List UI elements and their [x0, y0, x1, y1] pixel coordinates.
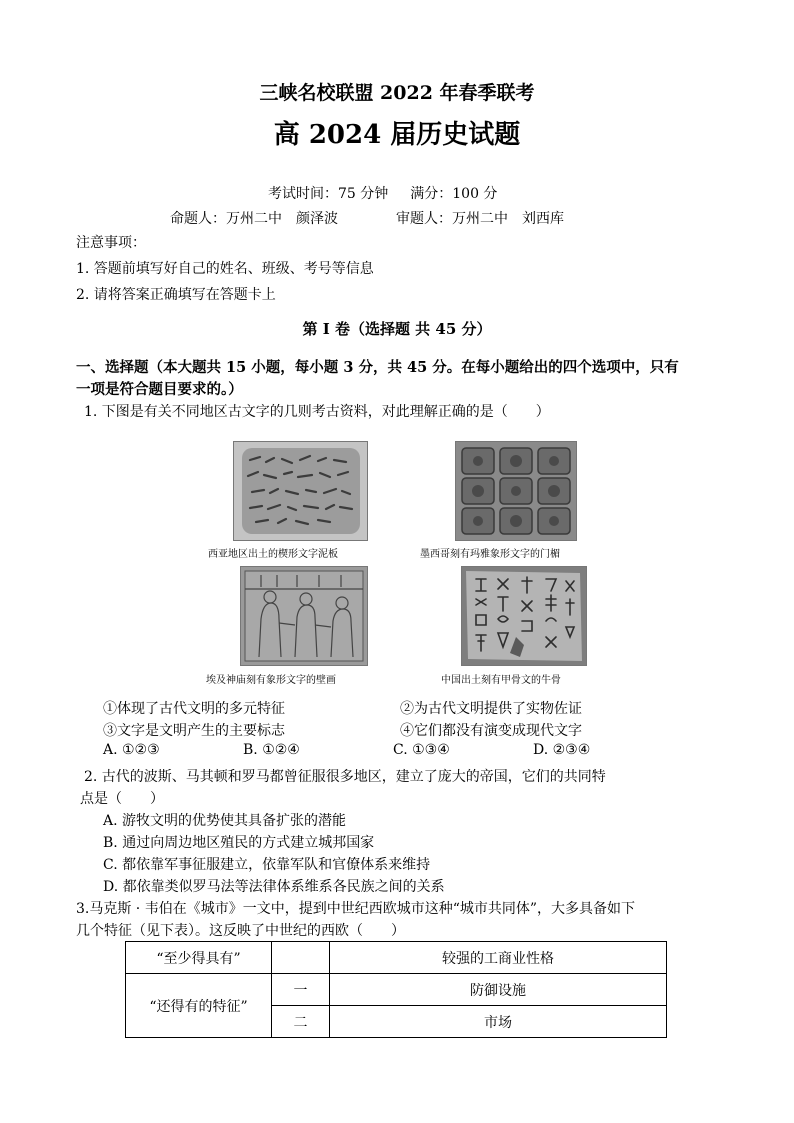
q1-choices — [103, 742, 590, 758]
table-row — [126, 942, 667, 974]
question-2-stem-cont: 点是（ ） — [80, 791, 164, 807]
figure-caption: 中国出土刻有甲骨文的牛骨 — [441, 675, 561, 686]
q1-statement-3: ③文字是文明产生的主要标志 — [103, 723, 285, 739]
table-cell: 防御设施 — [330, 974, 667, 1006]
reviewer: 审题人：万州二中 刘西库 — [396, 211, 564, 227]
notice-item: 2. 请将答案正确填写在答题卡上 — [76, 287, 276, 303]
setter: 命题人：万州二中 颜泽波 — [170, 211, 338, 227]
oracle-bone-photo — [461, 566, 587, 666]
table-cell: “至少得具有” — [126, 942, 272, 974]
q3-feature-table — [125, 941, 667, 1038]
q1-choice-b[interactable]: B. ①②④ — [243, 742, 300, 758]
table-cell: “还得有的特征” — [126, 974, 272, 1038]
q1-choice-c[interactable]: C. ①③④ — [393, 742, 450, 758]
question-2-stem: 2. 古代的波斯、马其顿和罗马都曾征服很多地区，建立了庞大的帝国，它们的共同特 — [84, 769, 606, 785]
part-instructions-cont: 一项是符合题目要求的。） — [76, 381, 243, 398]
notice-heading: 注意事项： — [76, 235, 146, 251]
q1-statement-1: ①体现了古代文明的多元特征 — [103, 701, 285, 717]
figure-caption: 墨西哥刻有玛雅象形文字的门楣 — [420, 549, 560, 560]
figure-caption: 埃及神庙刻有象形文字的壁画 — [206, 675, 336, 686]
section-title: 第 I 卷（选择题 共 45 分） — [302, 320, 492, 338]
q1-statement-4: ④它们都没有演变成现代文字 — [400, 723, 582, 739]
exam-subtitle: 高 2024 届历史试题 — [273, 120, 521, 150]
exam-title: 三峡名校联盟 2022 年春季联考 — [259, 82, 535, 104]
q2-option-c[interactable]: C. 都依靠军事征服建立，依靠军队和官僚体系来维持 — [103, 857, 431, 873]
clay-tablet-photo — [233, 441, 368, 541]
notice-item: 1. 答题前填写好自己的姓名、班级、考号等信息 — [76, 261, 374, 277]
author-line — [170, 208, 564, 228]
table-cell: 较强的工商业性格 — [330, 942, 667, 974]
table-row — [126, 974, 667, 1006]
q1-statement-2: ②为古代文明提供了实物佐证 — [400, 701, 582, 717]
table-cell — [272, 942, 330, 974]
q2-option-b[interactable]: B. 通过向周边地区殖民的方式建立城邦国家 — [103, 835, 375, 851]
table-cell: 二 — [272, 1006, 330, 1038]
part-instructions: 一、选择题（本大题共 15 小题，每小题 3 分，共 45 分。在每小题给出的四个选项中，只有 — [76, 359, 679, 376]
question-1-stem: 1. 下图是有关不同地区古文字的几则考古资料，对此理解正确的是（ ） — [84, 404, 550, 420]
question-3-stem: 3.马克斯 · 韦伯在《城市》一文中，提到中世纪西欧城市这种“城市共同体”，大多具备如下 — [76, 901, 636, 917]
maya-lintel-photo — [455, 441, 577, 541]
q2-option-d[interactable]: D. 都依靠类似罗马法等法律体系维系各民族之间的关系 — [103, 879, 445, 895]
exam-info-line — [268, 183, 497, 203]
question-3-stem-cont: 几个特征（见下表）。这反映了中世纪的西欧（ ） — [76, 923, 405, 939]
egypt-relief-photo — [240, 566, 368, 666]
exam-time: 考试时间：75 分钟 — [268, 186, 389, 202]
figure-caption: 西亚地区出土的楔形文字泥板 — [208, 549, 338, 560]
q1-choice-a[interactable]: A. ①②③ — [103, 742, 160, 758]
table-cell: 一 — [272, 974, 330, 1006]
q1-choice-d[interactable]: D. ②③④ — [533, 742, 591, 758]
table-cell: 市场 — [330, 1006, 667, 1038]
q2-option-a[interactable]: A. 游牧文明的优势使其具备扩张的潜能 — [103, 813, 347, 829]
full-score: 满分：100 分 — [410, 186, 498, 202]
